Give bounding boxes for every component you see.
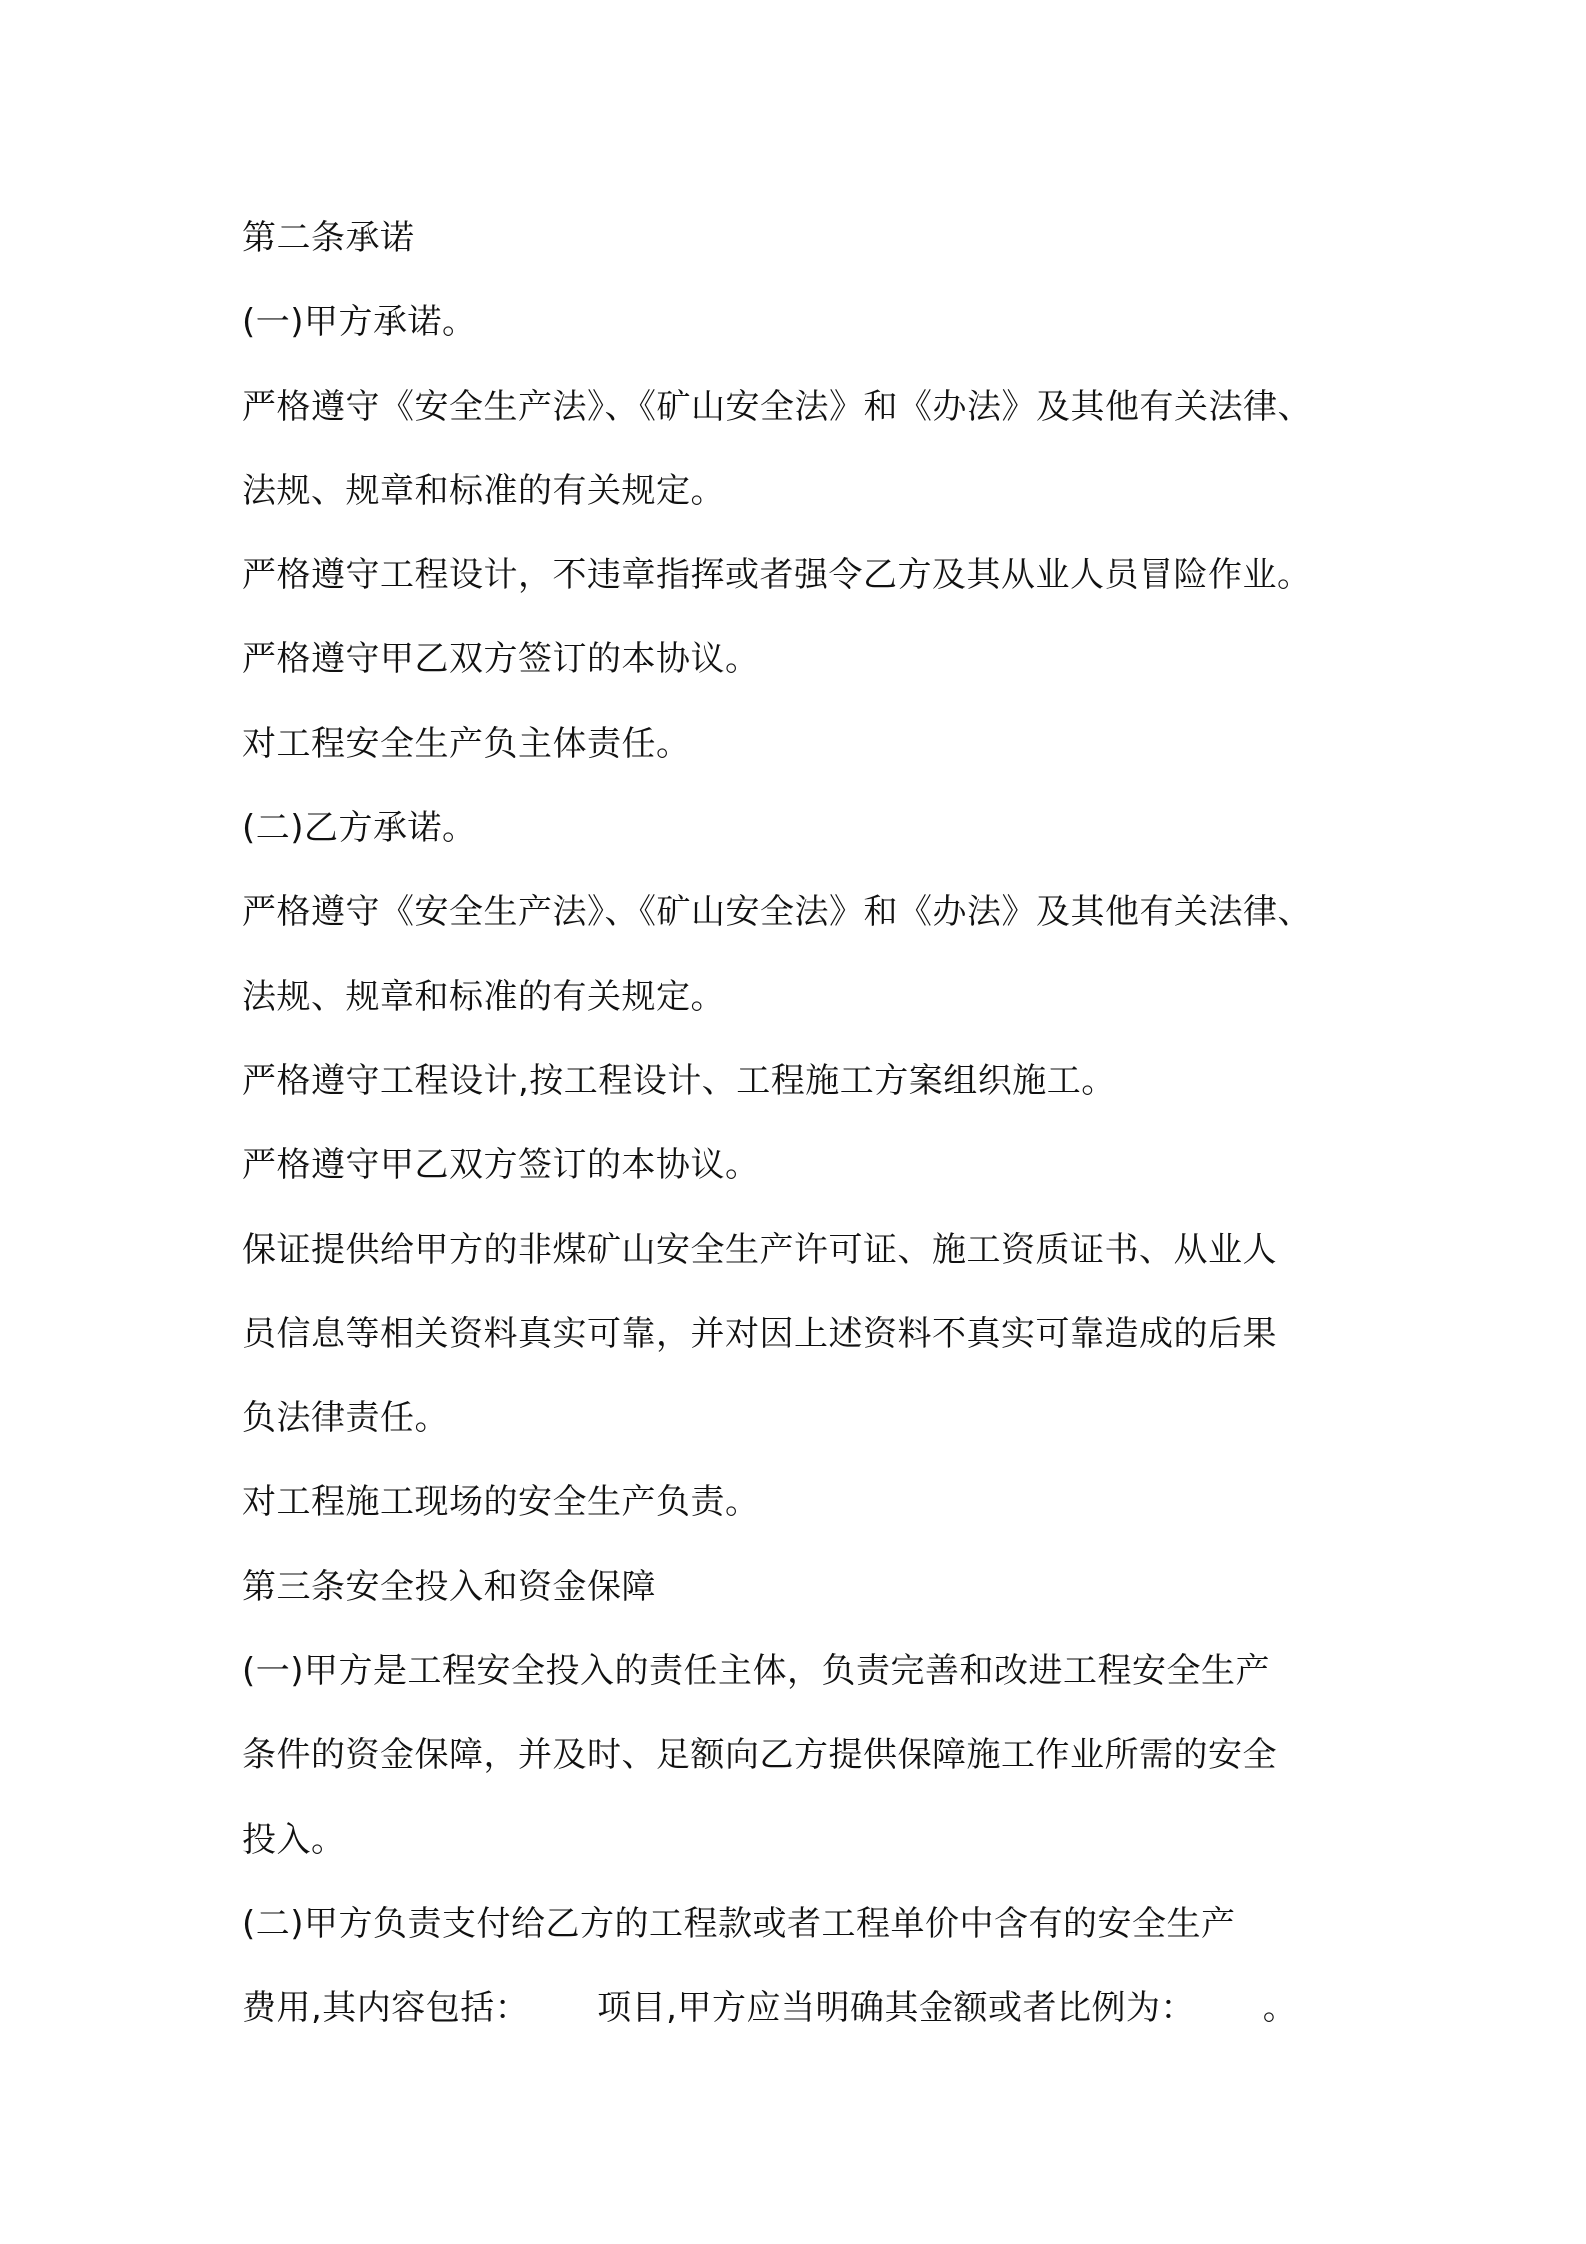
paragraph-line: 条件的资金保障，并及时、足额向乙方提供保障施工作业所需的安全 xyxy=(242,1735,1277,1776)
paragraph-line: 法规、规章和标准的有关规定。 xyxy=(242,470,725,511)
paragraph-line: (一)甲方是工程安全投入的责任主体，负责完善和改进工程安全生产 xyxy=(242,1651,1271,1692)
paragraph-line: 法规、规章和标准的有关规定。 xyxy=(242,976,725,1017)
paragraph-line: (二)甲方负责支付给乙方的工程款或者工程单价中含有的安全生产 xyxy=(242,1903,1236,1944)
paragraph-line: 员信息等相关资料真实可靠，并对因上述资料不真实可靠造成的后果 xyxy=(242,1313,1277,1354)
paragraph-line: 严格遵守工程设计，不违章指挥或者强令乙方及其从业人员冒险作业。 xyxy=(242,555,1312,596)
article-2-heading: 第二条承诺 xyxy=(242,218,415,258)
paragraph-line: 对工程施工现场的安全生产负责。 xyxy=(242,1482,760,1523)
party-a-commitment-heading: (一)甲方承诺。 xyxy=(242,302,477,343)
paragraph-line: 负法律责任。 xyxy=(242,1398,449,1439)
paragraph-line: 严格遵守工程设计,按工程设计、工程施工方案组织施工。 xyxy=(242,1060,1116,1101)
paragraph-line: 保证提供给甲方的非煤矿山安全生产许可证、施工资质证书、从业人 xyxy=(242,1229,1277,1270)
paragraph-line: 严格遵守《安全生产法》、《矿山安全法》和《办法》及其他有关法律、 xyxy=(242,892,1312,933)
paragraph-line: 投入。 xyxy=(242,1819,346,1860)
article-3-heading: 第三条安全投入和资金保障 xyxy=(242,1566,656,1607)
paragraph-line: 对工程安全生产负主体责任。 xyxy=(242,723,691,764)
party-b-commitment-heading: (二)乙方承诺。 xyxy=(242,808,477,849)
paragraph-line: 严格遵守甲乙双方签订的本协议。 xyxy=(242,639,760,680)
paragraph-line: 严格遵守甲乙双方签订的本协议。 xyxy=(242,1145,760,1186)
paragraph-line: 严格遵守《安全生产法》、《矿山安全法》和《办法》及其他有关法律、 xyxy=(242,386,1312,427)
document-body xyxy=(242,196,1542,2051)
paragraph-line: 费用,其内容包括： 项目,甲方应当明确其金额或者比例为： 。 xyxy=(242,1988,1298,2029)
